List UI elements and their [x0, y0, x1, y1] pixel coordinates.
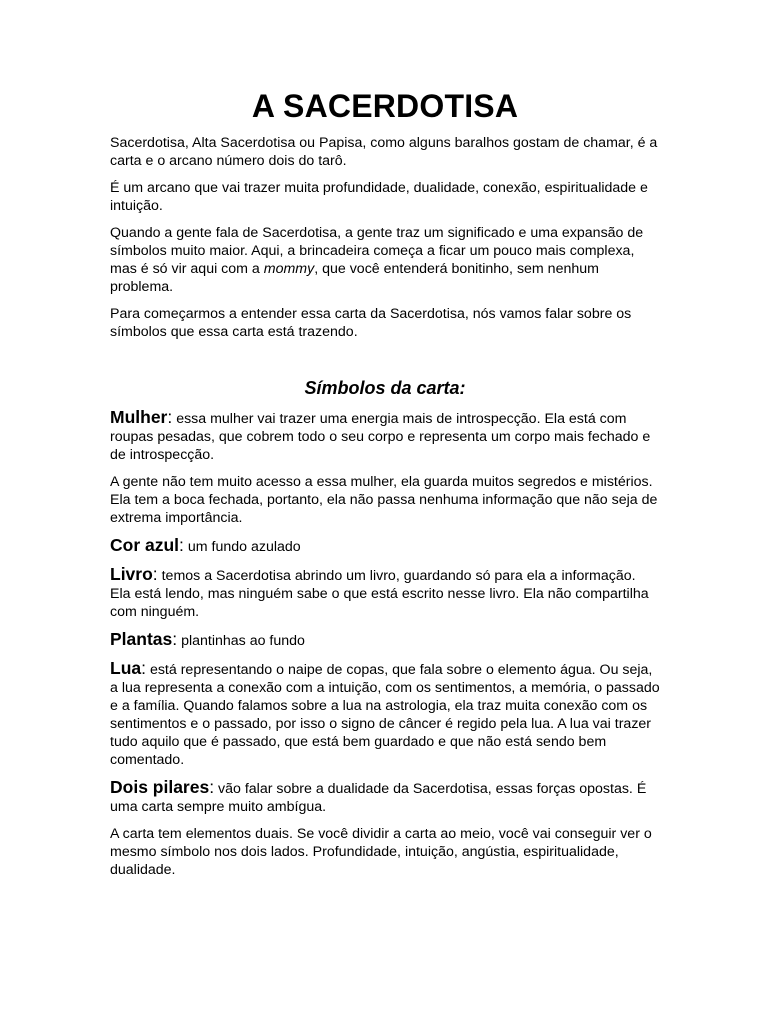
- intro-paragraph-3-text-before: Quando a gente fala de Sacerdotisa, a gente traz um significado e uma expansão de símbolos muito maior. Aqui, a brincadeira começa a ficar um pouco mais complexa, mas é só vir aqui com a: [110, 225, 644, 277]
- term-colon: :: [167, 407, 173, 427]
- term-colon: :: [152, 564, 158, 584]
- symbol-term: Plantas: [110, 629, 173, 649]
- symbol-definition-text: essa mulher vai trazer uma energia mais de introspecção. Ela está com roupas pesadas, que cobrem todo o seu corpo e representa um corpo mais fechado e de introspecção.: [110, 411, 651, 463]
- symbol-entry-lua: [110, 659, 660, 769]
- intro-paragraph-2: É um arcano que vai trazer muita profundidade, dualidade, conexão, espiritualidade e intuição.: [110, 180, 648, 214]
- symbol-definition-text: plantinhas ao fundo: [177, 633, 305, 649]
- symbol-term: Livro: [110, 564, 153, 584]
- symbol-entry-mulher: [110, 408, 660, 527]
- symbol-term: Mulher: [110, 407, 168, 427]
- symbol-extra-paragraph: A carta tem elementos duais. Se você dividir a carta ao meio, você vai conseguir ver o mesmo símbolo nos dois lados. Profundidade, intuição, angústia, espiritualidade, dualidade.: [110, 826, 652, 878]
- symbol-list: [110, 408, 660, 879]
- symbol-definition-text: está representando o naipe de copas, que fala sobre o elemento água. Ou seja, a lua representa a conexão com a intuição, com os sentimentos, a memória, o passado e a família. Quando falamos sobre a lua na astrologia, ela traz muita conexão com os sentimentos e o passado, por isso o signo de câncer é regido pela lua. A lua vai trazer tudo aquilo que é passado, que está bem guardado e que não está sendo bem comentado.: [110, 662, 660, 768]
- symbol-definition: [110, 659, 660, 769]
- emphasis-mommy: mommy: [263, 261, 315, 277]
- section-heading-symbols: Símbolos da carta:: [304, 378, 466, 398]
- term-colon: :: [141, 658, 146, 678]
- symbol-entry-cor-azul: [110, 536, 660, 556]
- symbol-definition: [110, 630, 660, 650]
- intro-paragraph-1: Sacerdotisa, Alta Sacerdotisa ou Papisa, como alguns baralhos gostam de chamar, é a carta e o arcano número dois do tarô.: [110, 135, 658, 169]
- symbol-term: Cor azul: [110, 535, 180, 555]
- symbol-definition-text: temos a Sacerdotisa abrindo um livro, guardando só para ela a informação. Ela está lendo, mas ninguém sabe o que está escrito nesse livro. Ela não compartilha com ninguém.: [110, 568, 649, 620]
- symbol-entry-plantas: [110, 630, 660, 650]
- symbol-term: Lua: [110, 658, 142, 678]
- intro-section: [110, 134, 660, 341]
- intro-paragraph-4: Para começarmos a entender essa carta da Sacerdotisa, nós vamos falar sobre os símbolos que essa carta está trazendo.: [110, 306, 632, 340]
- symbol-definition: [110, 408, 660, 464]
- intro-paragraph-3: [110, 224, 660, 296]
- symbol-entry-dois-pilares: [110, 778, 660, 879]
- page-title: A SACERDOTISA: [251, 88, 519, 124]
- symbol-term: Dois pilares: [110, 777, 210, 797]
- term-colon: :: [209, 777, 215, 797]
- symbol-extra-paragraph: A gente não tem muito acesso a essa mulher, ela guarda muitos segredos e mistérios. Ela tem a boca fechada, portanto, ela não passa nenhuma informação que não seja de extrema importância.: [110, 474, 658, 526]
- symbol-entry-livro: [110, 565, 660, 621]
- symbol-definition: [110, 778, 660, 816]
- term-colon: :: [179, 535, 184, 555]
- symbol-definition: [110, 565, 660, 621]
- intro-paragraph-3-text-after: , que você entenderá bonitinho, sem nenhum problema.: [110, 261, 599, 295]
- term-colon: :: [172, 629, 178, 649]
- symbol-definition: [110, 536, 660, 556]
- symbol-definition-text: vão falar sobre a dualidade da Sacerdotisa, essas forças opostas. É uma carta sempre muito ambígua.: [110, 781, 647, 815]
- symbol-definition-text: um fundo azulado: [183, 539, 301, 555]
